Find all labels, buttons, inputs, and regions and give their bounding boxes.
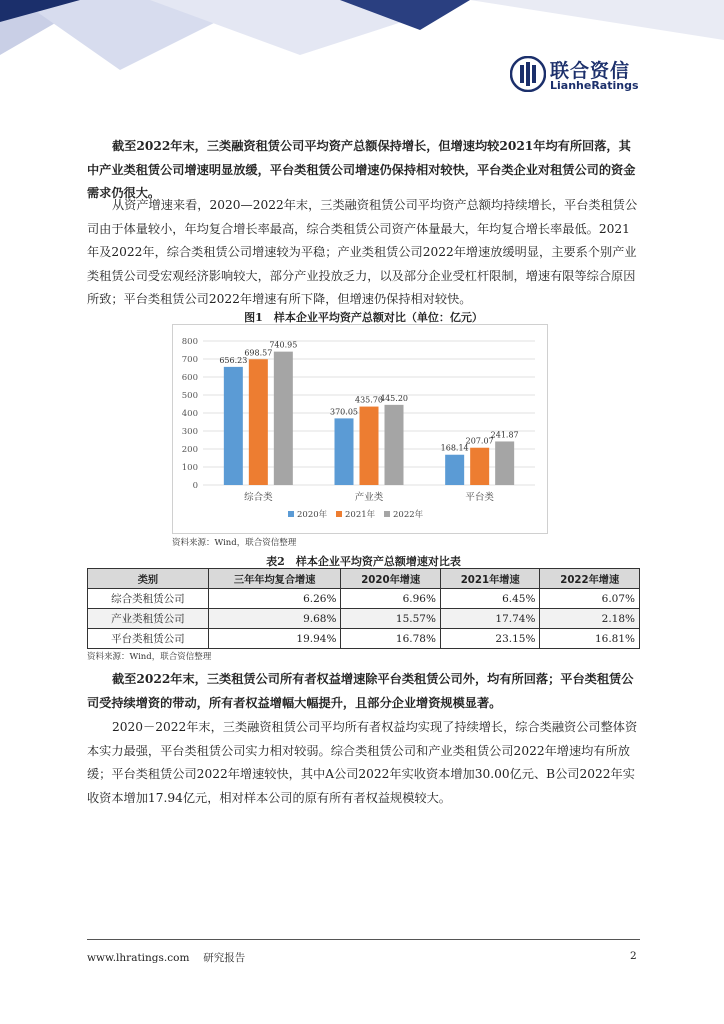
table-header-row — [88, 569, 640, 589]
logo-text-en: LianheRatings — [550, 79, 639, 92]
y-tick-label: 700 — [181, 355, 198, 365]
growth-table — [87, 568, 640, 649]
table-row-label: 综合类租赁公司 — [88, 589, 209, 609]
data-label: 445.20 — [380, 393, 408, 403]
table-header-cell: 类别 — [88, 569, 209, 589]
table-row — [88, 589, 640, 609]
bar — [360, 407, 379, 485]
table-body — [88, 589, 640, 649]
asset-bar-chart — [173, 325, 547, 533]
paragraph-4: 2020－2022年末，三类融资租赁公司平均所有者权益均实现了持续增长，综合类融资公司整体资本实力最强，平台类租赁公司实力相对较弱。综合类租赁公司和产业类租赁公司2022年增速均有所放缓；平台类租赁公司2022年增速较快，其中A公司2022年实收资本增加30.00亿元、B公司2022年实收资本增加17.94亿元，相对样本公司的原有所有者权益规模较大。 — [87, 720, 638, 805]
table-header-cell: 三年年均复合增速 — [208, 569, 341, 589]
y-tick-label: 400 — [181, 409, 198, 419]
paragraph-1: 截至2022年末，三类融资租赁公司平均资产总额保持增长，但增速均较2021年均有所回落，其中产业类租赁公司增速明显放缓，平台类租赁公司增速仍保持相对较快，平台类企业对租赁公司的资金需求仍很大。 — [87, 139, 636, 201]
x-tick-label: 平台类 — [465, 492, 494, 503]
table-cell: 6.26% — [208, 589, 341, 609]
table-row — [88, 609, 640, 629]
legend-label: 2020年 — [297, 510, 328, 520]
table-cell: 15.57% — [341, 609, 441, 629]
legend-label: 2022年 — [393, 510, 424, 520]
y-tick-label: 0 — [192, 481, 198, 491]
chart-frame — [172, 324, 548, 534]
bar — [495, 441, 514, 485]
page-number: 2 — [630, 950, 637, 962]
brand-logo — [510, 56, 650, 100]
table-cell: 17.74% — [440, 609, 540, 629]
data-label: 698.57 — [244, 348, 273, 358]
table-cell: 23.15% — [440, 629, 540, 649]
legend-label: 2021年 — [345, 510, 376, 520]
table-header-cell: 2020年增速 — [341, 569, 441, 589]
y-tick-label: 300 — [181, 427, 198, 437]
logo-text-cn: 联合资信 — [550, 60, 631, 82]
data-label: 435.70 — [355, 395, 383, 405]
logo-icon — [510, 56, 546, 92]
table-source: 资料来源：Wind，联合资信整理 — [87, 652, 212, 662]
y-tick-label: 200 — [181, 445, 198, 455]
bar — [470, 448, 489, 485]
table-header-cell: 2021年增速 — [440, 569, 540, 589]
bar — [385, 405, 404, 485]
bar — [249, 359, 268, 485]
table-title: 表2 样本企业平均资产总额增速对比表 — [266, 555, 461, 568]
table-cell: 9.68% — [208, 609, 341, 629]
x-tick-label: 产业类 — [354, 492, 384, 503]
data-label: 207.07 — [465, 436, 494, 446]
data-label: 370.05 — [330, 407, 358, 417]
table-cell: 6.45% — [440, 589, 540, 609]
data-label: 241.87 — [490, 430, 519, 440]
legend-swatch — [288, 511, 294, 517]
y-tick-label: 100 — [181, 463, 198, 473]
paragraph-3: 截至2022年末，三类租赁公司所有者权益增速除平台类租赁公司外，均有所回落；平台类租赁公司受持续增资的带动，所有者权益增幅大幅提升，且部分企业增资规模显著。 — [87, 672, 634, 710]
data-label: 740.95 — [269, 340, 298, 350]
table-cell: 16.78% — [341, 629, 441, 649]
data-label: 656.23 — [219, 355, 248, 365]
legend-swatch — [384, 511, 390, 517]
y-tick-label: 800 — [181, 337, 198, 347]
bar — [224, 367, 243, 485]
bar — [445, 455, 464, 485]
table-cell: 2.18% — [540, 609, 640, 629]
y-tick-label: 600 — [181, 373, 198, 383]
footer-divider — [87, 939, 640, 940]
table-cell: 16.81% — [540, 629, 640, 649]
x-tick-label: 综合类 — [244, 492, 273, 503]
table-row-label: 产业类租赁公司 — [88, 609, 209, 629]
paragraph-2: 从资产增速来看，2020—2022年末，三类融资租赁公司平均资产总额均持续增长，平台类租赁公司由于体量较小，年均复合增长率最高，综合类租赁公司资产体量最大，年均复合增长率最低。2021年及2022年，综合类租赁公司增速较为平稳；产业类租赁公司2022年增速放缓明显，主要系个别产业类租赁公司受宏观经济影响较大，部分产业投放乏力，以及部分企业受杠杆限制，增速有限等综合原因所致；平台类租赁公司2022年增速有所下降，但增速仍保持相对较快。 — [87, 198, 638, 307]
figure-title: 图1 样本企业平均资产总额对比（单位：亿元） — [244, 311, 483, 324]
table-cell: 19.94% — [208, 629, 341, 649]
bar — [335, 418, 354, 485]
table-row — [88, 629, 640, 649]
footer-website: www.lhratings.com 研究报告 — [87, 952, 246, 964]
table-cell: 6.07% — [540, 589, 640, 609]
legend-swatch — [336, 511, 342, 517]
y-tick-label: 500 — [181, 391, 198, 401]
figure-source: 资料来源：Wind，联合资信整理 — [172, 538, 297, 548]
table-cell: 6.96% — [341, 589, 441, 609]
bar — [274, 352, 293, 485]
table-header-cell: 2022年增速 — [540, 569, 640, 589]
table-row-label: 平台类租赁公司 — [88, 629, 209, 649]
data-label: 168.14 — [440, 443, 469, 453]
